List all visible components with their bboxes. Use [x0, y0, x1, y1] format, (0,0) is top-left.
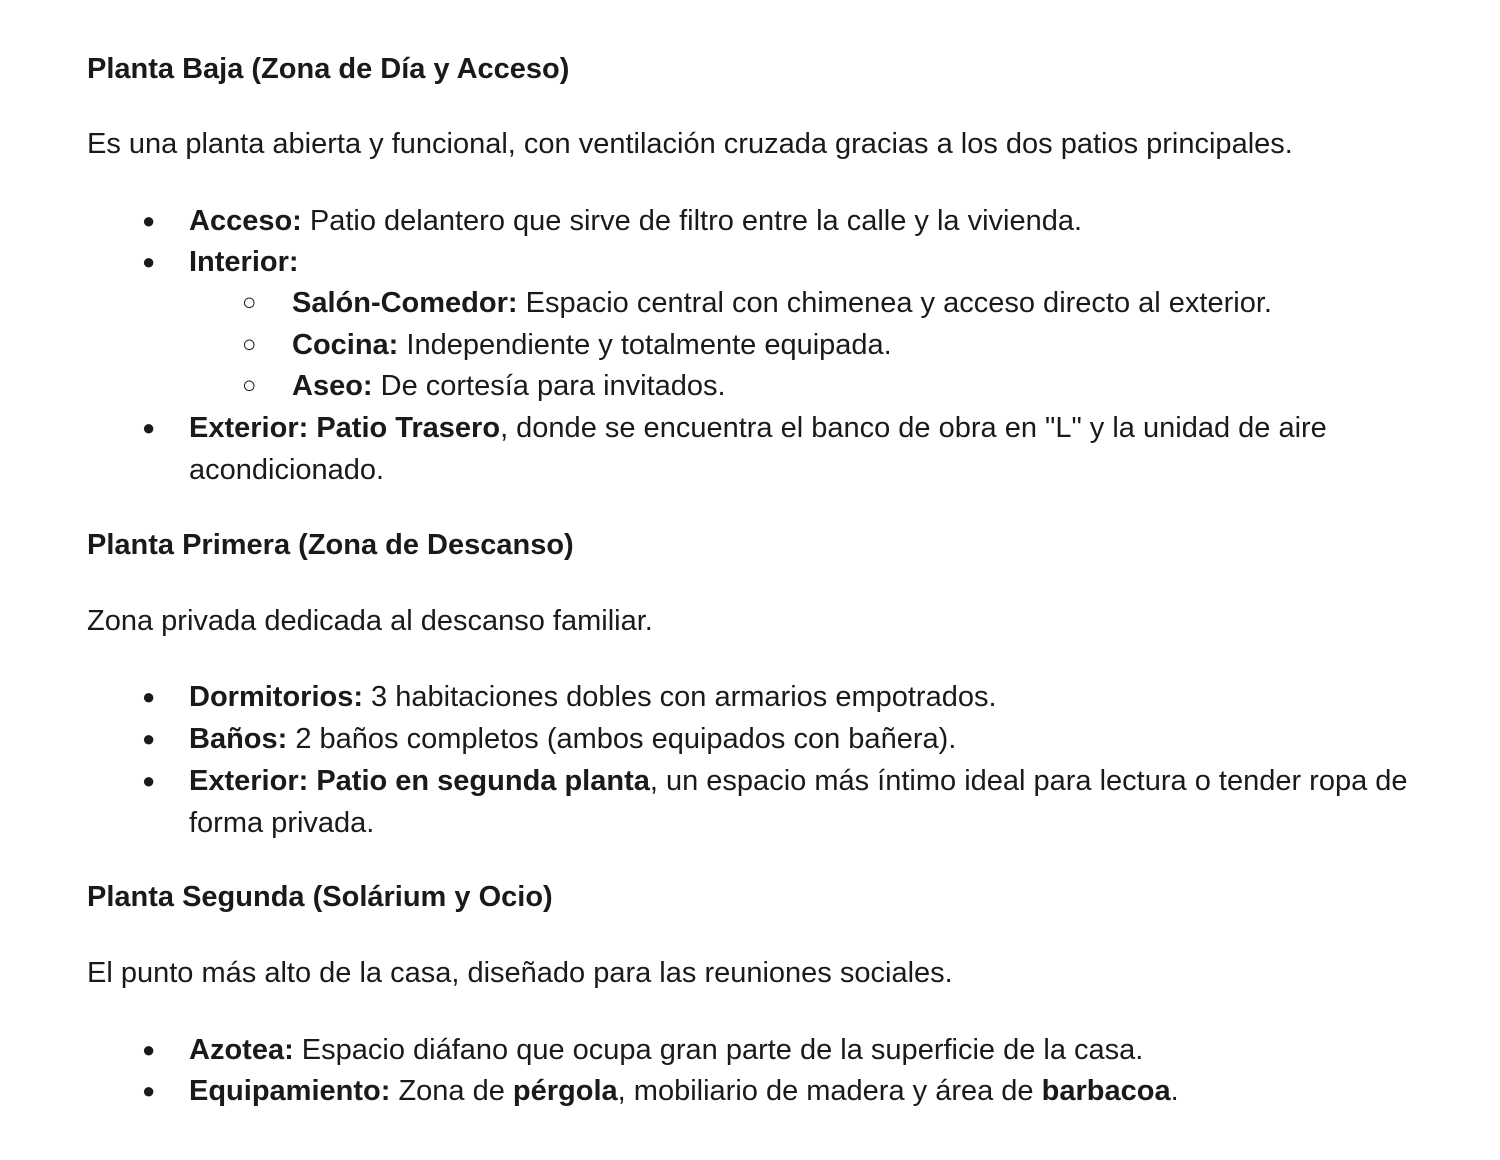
item-label: Exterior: Patio Trasero	[189, 412, 501, 444]
item-label: Aseo:	[292, 370, 373, 402]
item-label: Salón-Comedor:	[292, 287, 518, 319]
item-text: De cortesía para invitados.	[372, 370, 726, 402]
item-text: .	[1170, 1075, 1179, 1107]
heading-planta-baja: Planta Baja (Zona de Día y Acceso)	[87, 53, 570, 85]
hollow-bullet-icon: ○	[242, 331, 257, 358]
item-label: Exterior: Patio en segunda planta	[189, 765, 650, 797]
item-text: 3 habitaciones dobles con armarios empotrados.	[363, 681, 997, 713]
list-item-acceso	[142, 200, 1439, 242]
list-item-exterior-trasero	[142, 407, 1439, 491]
item-label: Cocina:	[292, 329, 399, 361]
item-label: Acceso:	[189, 205, 302, 237]
item-label: Equipamiento:	[189, 1075, 391, 1107]
item-label: Dormitorios:	[189, 681, 363, 713]
item-text: , un espacio más íntimo ideal para lectura o tender ropa de forma privada.	[189, 765, 1408, 839]
bullet-icon: ●	[142, 1037, 156, 1062]
item-bold-text: pérgola	[512, 1075, 618, 1107]
intro-planta-baja: Es una planta abierta y funcional, con ventilación cruzada gracias a los dos patios principales.	[87, 128, 1293, 160]
intro-planta-primera: Zona privada dedicada al descanso familiar.	[87, 605, 653, 637]
bullet-icon: ●	[142, 249, 156, 274]
item-label: Azotea:	[189, 1034, 294, 1066]
list-item-equipamiento	[142, 1070, 1439, 1112]
item-text: Espacio central con chimenea y acceso directo al exterior.	[517, 287, 1272, 319]
heading-planta-primera: Planta Primera (Zona de Descanso)	[87, 529, 574, 561]
item-text: Espacio diáfano que ocupa gran parte de la superficie de la casa.	[293, 1034, 1144, 1066]
list-item-banos	[142, 718, 1439, 760]
list-item-cocina	[242, 324, 1442, 366]
item-text: Independiente y totalmente equipada.	[398, 329, 892, 361]
list-item-salon-comedor	[242, 282, 1442, 324]
bullet-icon: ●	[142, 726, 156, 751]
hollow-bullet-icon: ○	[242, 372, 257, 399]
intro-planta-segunda: El punto más alto de la casa, diseñado para las reuniones sociales.	[87, 957, 953, 989]
list-item-exterior-segunda	[142, 760, 1439, 844]
bullet-icon: ●	[142, 684, 156, 709]
bullet-icon: ●	[142, 415, 156, 440]
bullet-icon: ●	[142, 208, 156, 233]
item-text: Patio delantero que sirve de filtro entre la calle y la vivienda.	[301, 205, 1083, 237]
item-text: , donde se encuentra el banco de obra en "L" y la unidad de aire acondicionado.	[189, 412, 1327, 486]
item-label: Interior:	[189, 246, 299, 278]
item-text: 2 baños completos (ambos equipados con bañera).	[287, 723, 957, 755]
list-item-dormitorios	[142, 676, 1439, 718]
item-bold-text: barbacoa	[1041, 1075, 1171, 1107]
list-item-interior	[142, 241, 1439, 283]
bullet-icon: ●	[142, 1078, 156, 1103]
heading-planta-segunda: Planta Segunda (Solárium y Ocio)	[87, 881, 553, 913]
item-label: Baños:	[189, 723, 288, 755]
bullet-icon: ●	[142, 768, 156, 793]
list-item-aseo	[242, 365, 1442, 407]
hollow-bullet-icon: ○	[242, 289, 257, 316]
item-text: , mobiliario de madera y área de	[617, 1075, 1042, 1107]
list-item-azotea	[142, 1029, 1439, 1071]
item-text: Zona de	[390, 1075, 513, 1107]
